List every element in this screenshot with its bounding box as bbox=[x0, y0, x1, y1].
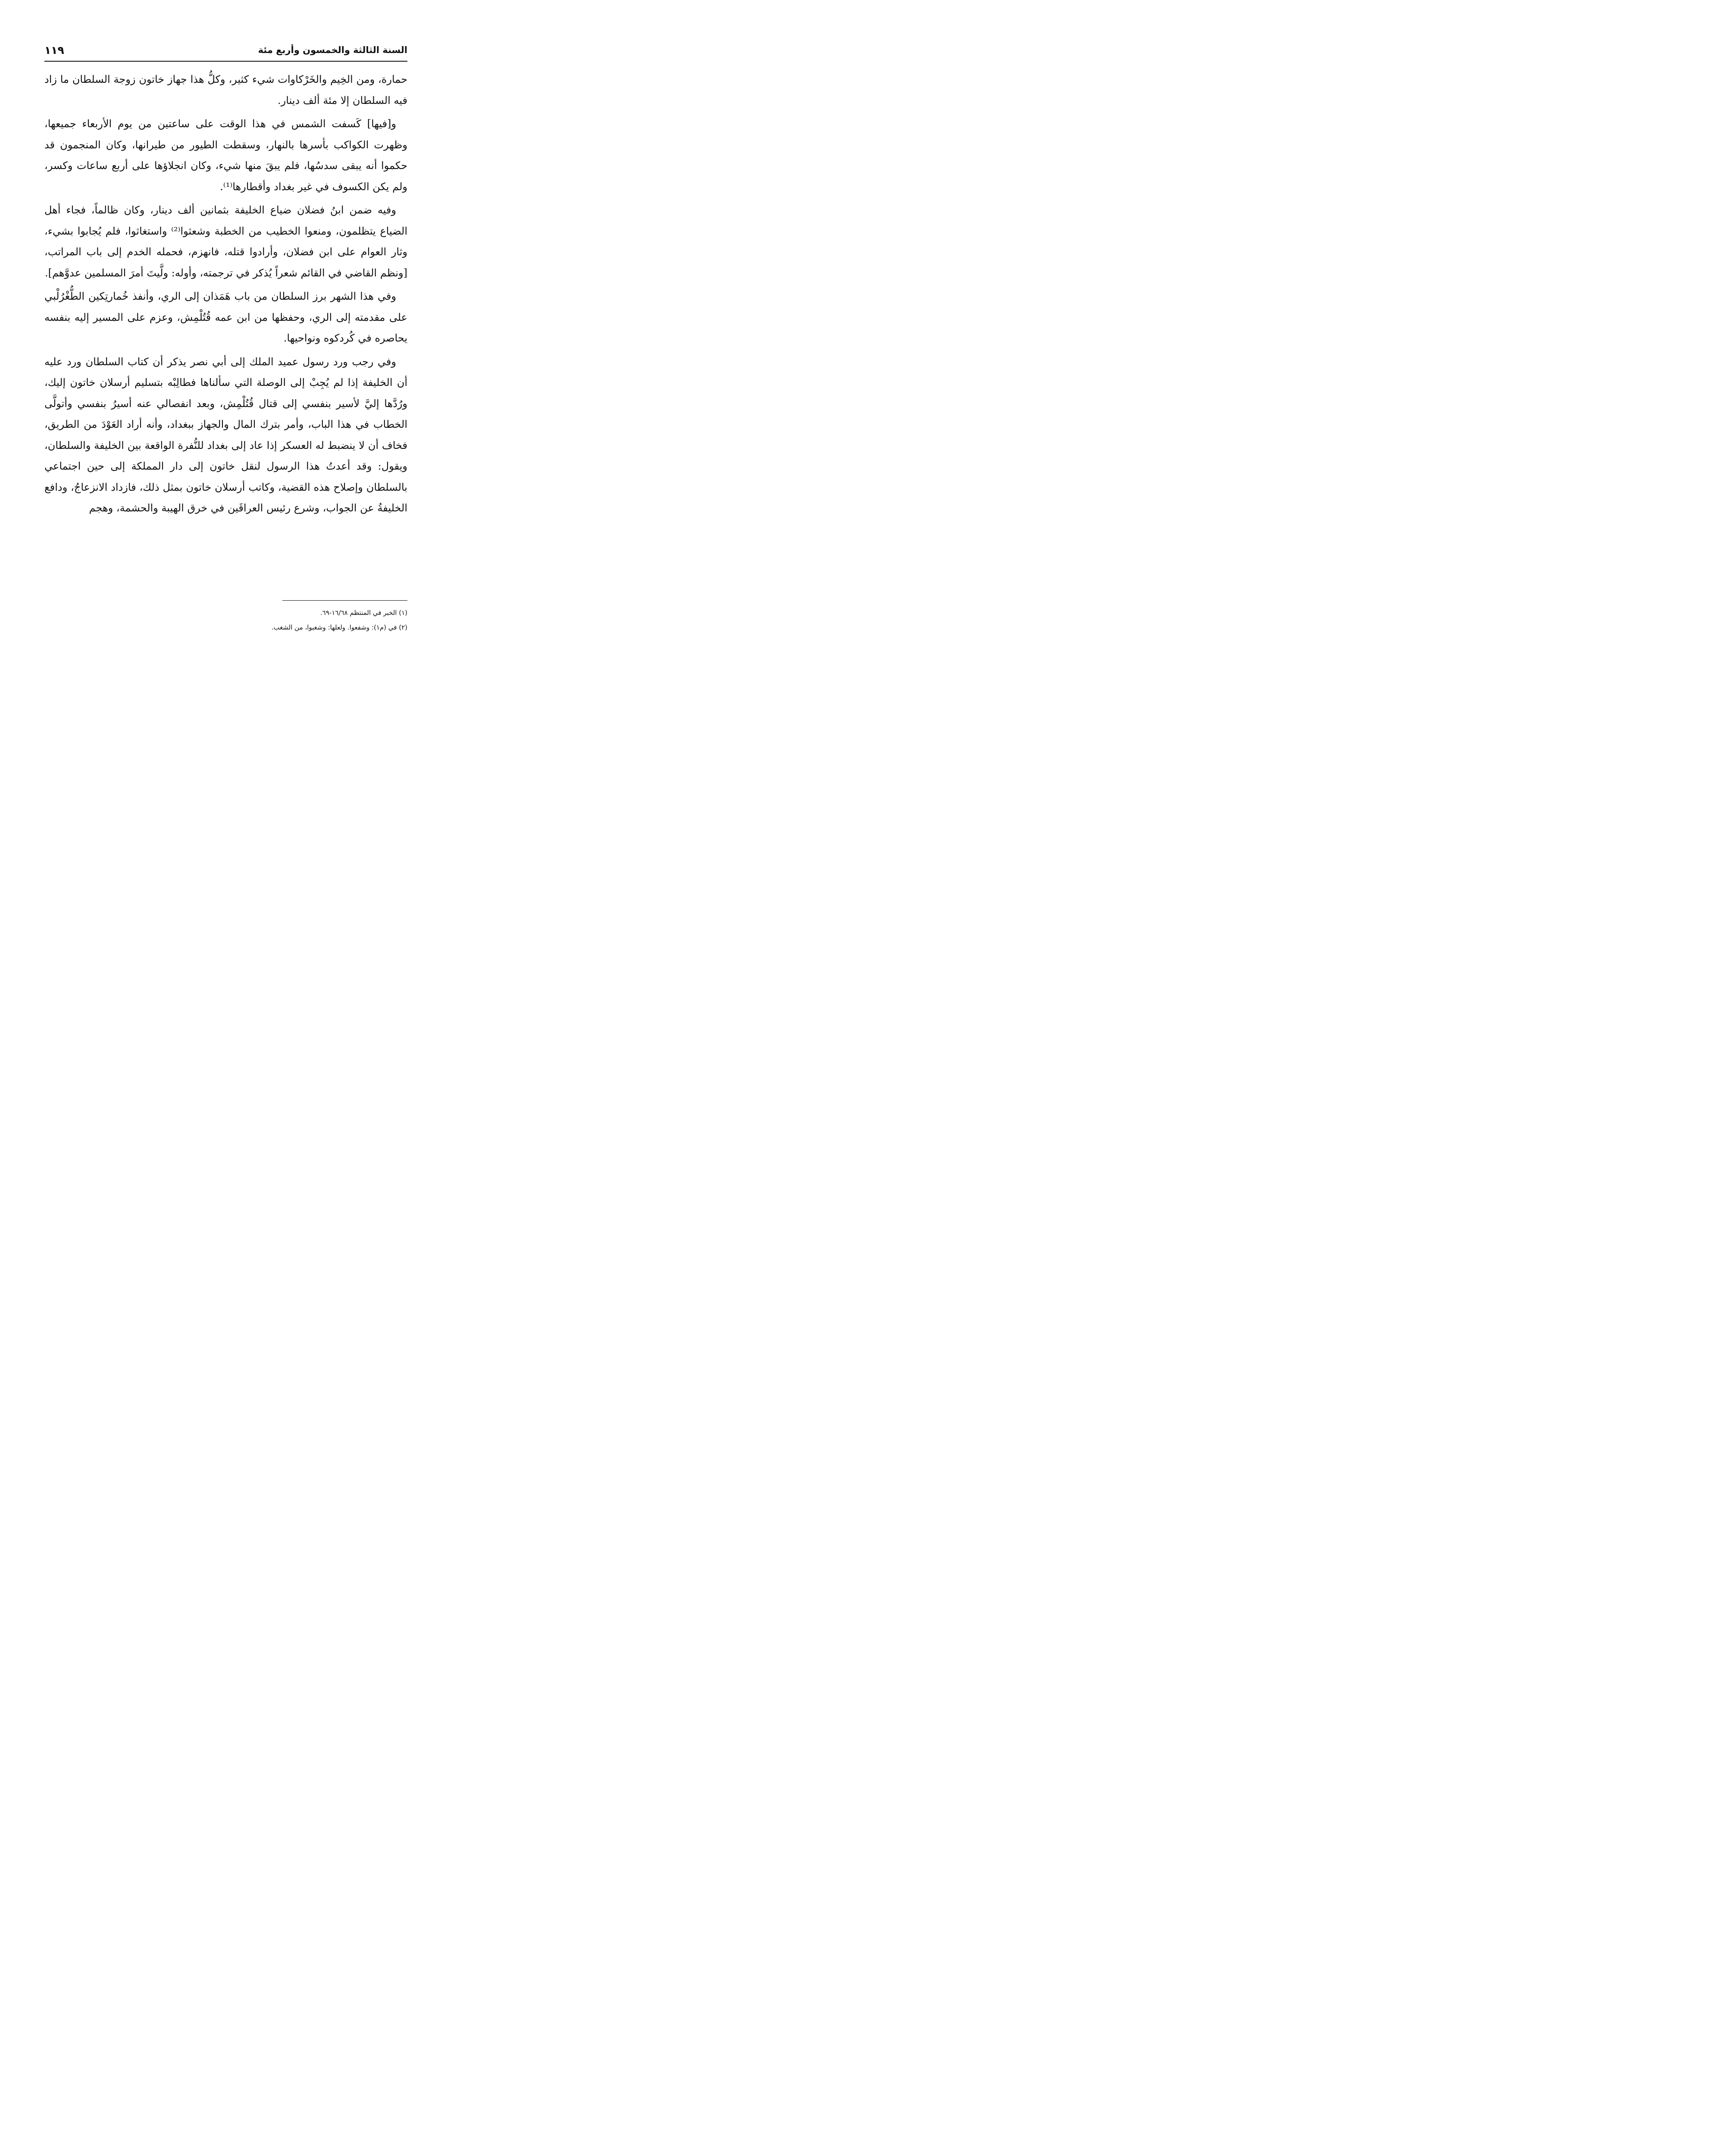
header-rule bbox=[44, 61, 407, 62]
page-number: ١١٩ bbox=[44, 44, 64, 56]
running-header bbox=[44, 41, 407, 59]
paragraph-solar-eclipse: و[فيها] كَسفت الشمس في هذا الوقت على ساعتين من يوم الأربعاء جميعها، وظهرت الكواكب بأسرها بالنهار، وسقطت الطيور من طيرانها، وكان المنجمون قد حكموا أنه يبقى سدسُها، فلم يبقَ منها شيء، وكان انجلاؤها على أربع ساعات وكسر، ولم يكن الكسوف في غير بغداد وأقطارها⁽¹⁾. bbox=[44, 118, 407, 193]
running-title: السنة الثالثة والخمسون وأربع مئة bbox=[258, 45, 407, 55]
footnotes bbox=[44, 605, 407, 635]
footnote-2: (٢) في (م١): وشفعوا. ولعلها: وشغبوا، من الشغب. bbox=[271, 624, 407, 631]
footnote-1: (١) الخبر في المنتظم ١٦/٦٨-٦٩. bbox=[320, 609, 407, 617]
footnote-separator bbox=[282, 600, 407, 601]
book-page bbox=[0, 0, 452, 670]
main-text bbox=[44, 69, 407, 521]
paragraph-continued: حمارة، ومن الخِيم والخَرْكاوات شيء كثير، وكلُّ هذا جهاز خاتون زوجة السلطان ما زاد فيه السلطان إلا مئة ألف دينار. bbox=[44, 73, 407, 107]
paragraph-sultan-rayy: وفي هذا الشهر برز السلطان من باب هَمَذان إلى الري، وأنفذ خُمارتِكين الطُّغْرُلْبي على مقدمته إلى الري، وحفظها من ابن عمه قُتُلْمِش، وعزم على المسير إليه بنفسه يحاصره في كُردكوه ونواحيها. bbox=[44, 290, 407, 344]
paragraph-rajab-envoy: وفي رجب ورد رسول عميد الملك إلى أبي نصر يذكر أن كتاب السلطان ورد عليه أن الخليفة إذا لم يُجِبْ إلى الوصلة التي سألناها فطالِبْه بتسليم أرسلان خاتون إليك، ورُدَّها إليَّ لأسير بنفسي إلى قتال قُتُلْمِش، وبعد انفصالي عنه أسيرُ بنفسي وأتولَّى الخطاب في هذا الباب، وأمر بترك المال والجهاز ببغداد، وأنه أراد العَوْدَ من الطريق، فخاف أن لا ينضبط له العسكر إذا عاد إلى بغداد للنُّفرة الواقعة بين الخليفة والسلطان، ويقول: وقد أعدتُ هذا الرسول لنقل خاتون إلى دار المملكة إلى حين اجتماعي بالسلطان وإصلاح هذه القضية، وكاتب أرسلان خاتون بمثل ذلك، فازداد الانزعاجُ، ودافع الخليفةُ عن الجواب، وشرع رئيس العراقَين في خرق الهيبة والحشمة، وهجم bbox=[44, 355, 408, 514]
paragraph-ibn-fadlan: وفيه ضمن ابنُ فضلان ضياع الخليفة بثمانين ألف دينار، وكان ظالماً، فجاء أهل الضياع يتظلمون، ومنعوا الخطيب من الخطبة وشعثوا⁽²⁾ واستغاثوا، فلم يُجابوا بشيء، وثار العوام على ابن فضلان، وأرادوا قتله، فانهزم، فحمله الخدم إلى باب المراتب، [ونظم القاضي في القائم شعراً يُذكر في ترجمته، وأوله: ولَّيتَ أمرَ المسلمين عدوَّهم]. bbox=[44, 204, 407, 279]
